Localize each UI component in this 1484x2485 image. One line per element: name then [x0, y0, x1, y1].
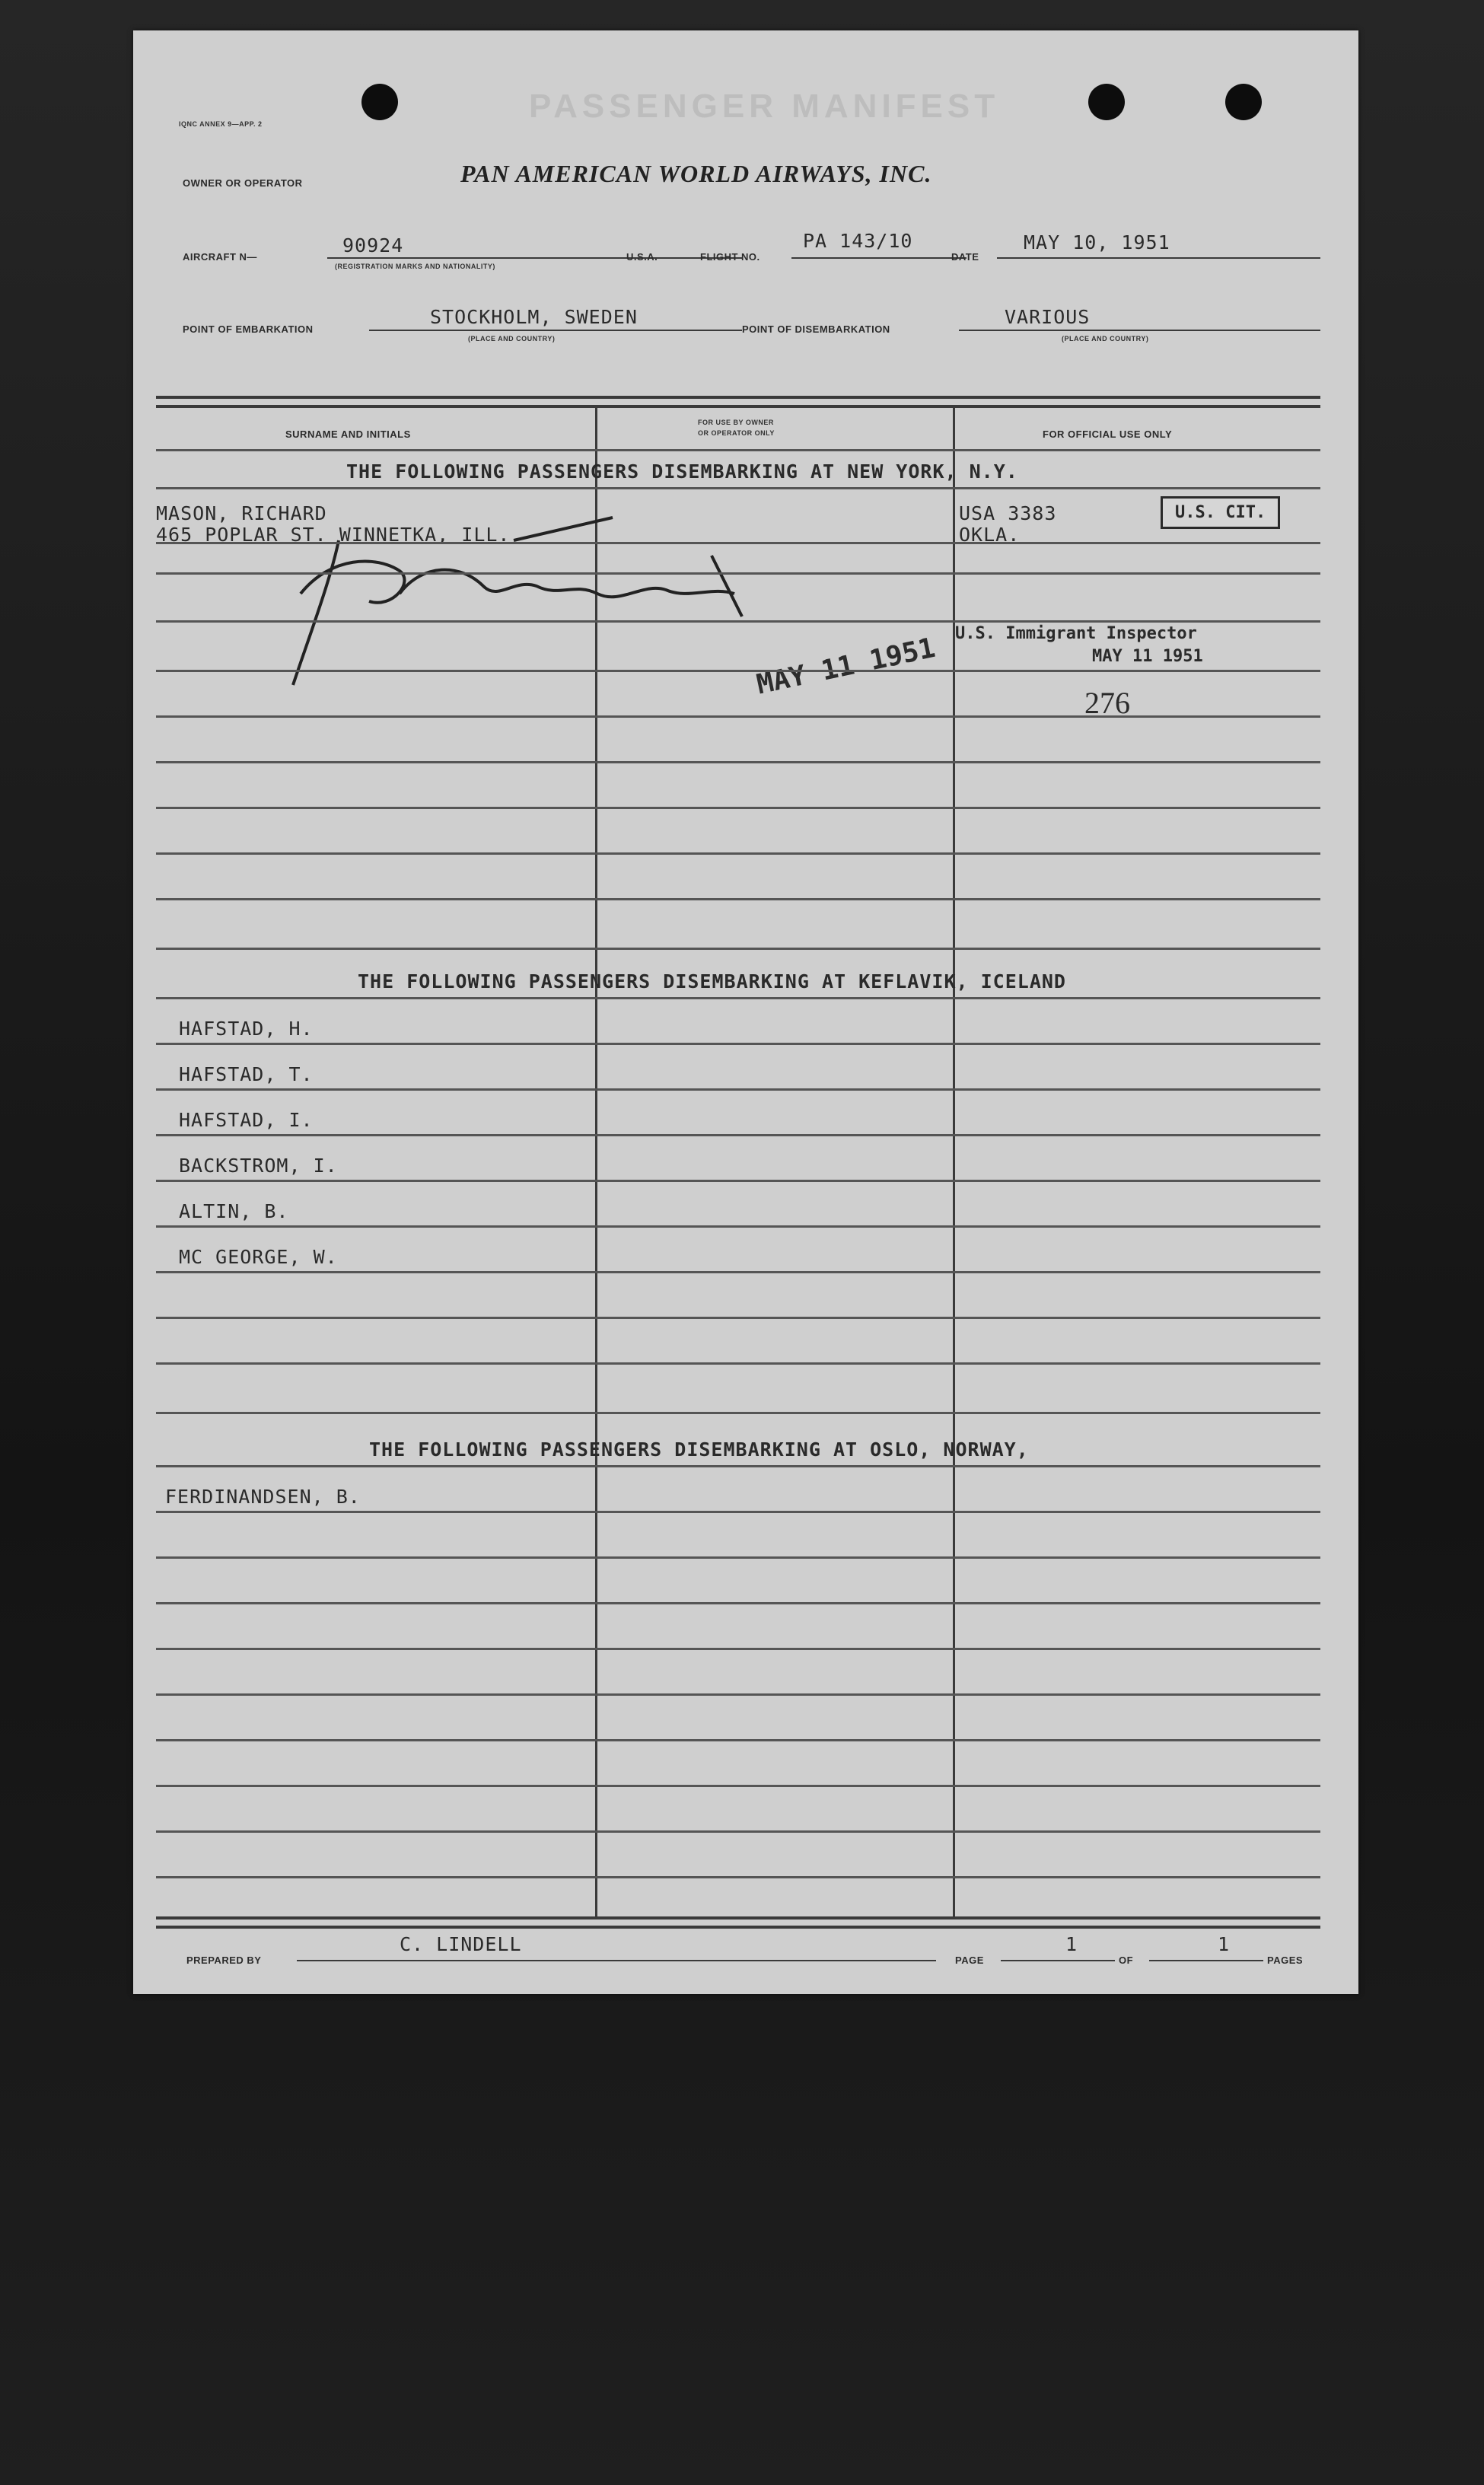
passenger-name: MC GEORGE, W. — [179, 1246, 338, 1268]
embark-sub: (PLACE AND COUNTRY) — [468, 335, 556, 342]
column-header-owner-2: OR OPERATOR ONLY — [698, 429, 775, 437]
inspector-date: MAY 11 1951 — [1092, 647, 1203, 666]
inspector-title: U.S. Immigrant Inspector — [955, 624, 1197, 643]
official-entry: USA 3383 — [959, 502, 1057, 524]
table-bottom-rule — [156, 1916, 1320, 1929]
of-label: OF — [1119, 1955, 1134, 1966]
column-header-owner: FOR USE BY OWNER — [698, 419, 774, 426]
passenger-address: 465 POPLAR ST. WINNETKA, ILL. — [156, 524, 511, 546]
aircraft-sub: (REGISTRATION MARKS AND NATIONALITY) — [335, 263, 495, 270]
disembark-sub: (PLACE AND COUNTRY) — [1062, 335, 1149, 342]
flight-value: PA 143/10 — [803, 230, 913, 252]
passenger-name: BACKSTROM, I. — [179, 1155, 338, 1177]
page-value: 1 — [1065, 1933, 1078, 1955]
table-top-rule — [156, 396, 1320, 408]
column-header-name: SURNAME AND INITIALS — [285, 429, 411, 440]
official-number: 276 — [1084, 686, 1130, 720]
section-heading-oslo: THE FOLLOWING PASSENGERS DISEMBARKING AT OSLO, NORWAY, — [369, 1438, 1029, 1461]
date-value: MAY 10, 1951 — [1024, 231, 1170, 253]
form-title: PASSENGER MANIFEST — [529, 88, 1000, 125]
punch-hole — [1088, 84, 1125, 120]
embark-label: POINT OF EMBARKATION — [183, 323, 314, 335]
prepared-value: C. LINDELL — [400, 1933, 522, 1955]
page-label: PAGE — [955, 1955, 984, 1966]
passenger-name: MASON, RICHARD — [156, 502, 327, 524]
of-value: 1 — [1218, 1933, 1231, 1955]
form-code: IQNC ANNEX 9—APP. 2 — [179, 120, 263, 128]
passenger-name: HAFSTAD, H. — [179, 1018, 314, 1040]
arrival-date-stamp: MAY 11 1951 — [753, 632, 938, 701]
manifest-sheet — [133, 30, 1358, 1994]
punch-hole — [1225, 84, 1262, 120]
date-label: DATE — [951, 251, 979, 263]
aircraft-label: AIRCRAFT N— — [183, 251, 257, 263]
usa-label: U.S.A. — [626, 251, 658, 263]
column-header-official: FOR OFFICIAL USE ONLY — [1043, 429, 1173, 440]
flight-label: FLIGHT NO. — [700, 251, 760, 263]
passenger-name: HAFSTAD, I. — [179, 1109, 314, 1131]
passenger-name: ALTIN, B. — [179, 1200, 289, 1222]
disembark-label: POINT OF DISEMBARKATION — [742, 323, 890, 335]
prepared-label: PREPARED BY — [186, 1955, 262, 1966]
embark-value: STOCKHOLM, SWEDEN — [430, 306, 638, 328]
official-entry-state: OKLA. — [959, 524, 1021, 546]
aircraft-value: 90924 — [342, 234, 404, 256]
section-heading-new-york: THE FOLLOWING PASSENGERS DISEMBARKING AT NEW YORK, N.Y. — [346, 460, 1018, 483]
passenger-name: HAFSTAD, T. — [179, 1063, 314, 1085]
section-heading-keflavik: THE FOLLOWING PASSENGERS DISEMBARKING AT KEFLAVIK, ICELAND — [358, 970, 1066, 992]
owner-value: PAN AMERICAN WORLD AIRWAYS, INC. — [460, 160, 932, 187]
owner-label: OWNER OR OPERATOR — [183, 177, 303, 189]
punch-hole — [361, 84, 398, 120]
pages-label: PAGES — [1267, 1955, 1304, 1966]
inspector-signature — [285, 510, 833, 708]
disembark-value: VARIOUS — [1005, 306, 1091, 328]
citizen-stamp: U.S. CIT. — [1161, 496, 1280, 529]
passenger-name: FERDINANDSEN, B. — [165, 1486, 361, 1508]
